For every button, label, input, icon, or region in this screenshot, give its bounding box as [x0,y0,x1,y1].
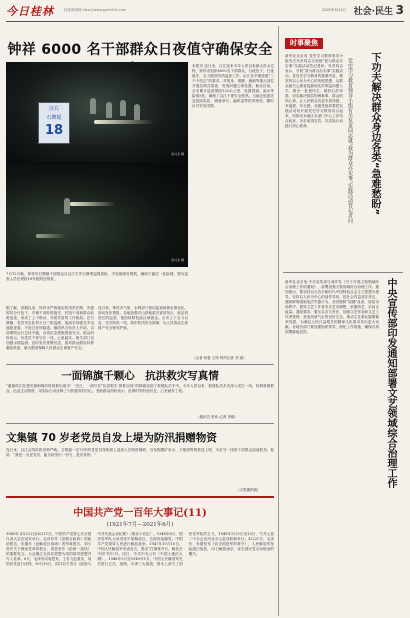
history-subtitle: (1921年7月—2021年6月) [106,522,174,528]
lead-byline: （记者 杨春 王铎 特约记者 刘 斌） [192,356,247,360]
section-name: 社会·民生 [353,7,393,17]
patrol-person [134,104,140,120]
sidebar-divider [283,272,403,273]
history-divider [6,496,274,498]
lead-body-c: 连日来，钟祥市气象、水利部门密切监视雨情水情变化，滚动发布预报。各地加强对山洪地质灾害易发区、低洼易涝区的巡查，提前转移危险区域群众。全市上下全力以赴，坚守防汛一线，筑牢防汛安全屏障，为人民群众生命财产安全保驾护航。 [98,306,188,330]
section-tag: 时事聚焦 [285,38,323,49]
sign-line-2: 石牌堤 [46,115,62,121]
newspaper-logo: 今日桂林 [6,5,54,18]
section-divider [6,364,274,365]
flashlight-beam [70,202,116,206]
flashlight-beam [36,234,66,238]
masthead [6,3,404,20]
flashlight-beam [94,120,154,124]
lead-photo[interactable] [6,62,188,267]
site-url[interactable]: 桂林新闻网 http://www.guilinlife.com [64,8,127,12]
story1-body: 新华社北京电 党史学习教育领导小组有关负责同志日前就“我为群众办实事”实践活动答记者问。负责同志表示，开展“我为群众办实事”实践活动，是党史学习教育的重要内容，要坚持以人民为中心的发展思想，从群众最关心最直接最现实的利益问题入手，推出一批惠民生、暖民心的举措，切实解决基层的困难事、群众的烦心事，让人民群众有更多获得感、幸福感、安全感。各级党组织要把实践活动同开展党史学习教育结合起来，同推动本地区本部门中心工作结合起来，务求取得实效，以实际行动践行初心使命。 [285,54,343,128]
levee-marker-sign [38,102,70,144]
photo-credit: 余兴龙 摄 [171,152,184,156]
story2-title[interactable]: 中央宣传部印发通知部署文艺领域综合治理工作 [385,278,396,488]
masthead-divider [6,21,404,22]
issue-date: 2021年5月4日 [322,8,346,12]
photo-night-levee-sign [6,62,188,162]
article3-headline[interactable]: 文集镇 70 岁老党员自发上堤为防汛捐赠物资 [6,432,217,444]
main-column [6,26,274,616]
article3-body: 连日来，汉江沿线防汛形势严峻。文集镇一位70岁的老党员得知堤上巡查人员物资紧缺，自发购置矿泉水、方便面等物资送上堤，为坚守一线的干部群众加油鼓劲。他说：“我是一名老党员，能为防汛出一份力，是应该的。” [6,448,274,457]
article3-byline: （文集镇供稿） [236,488,261,492]
photo-night-patrol [6,164,188,267]
patrol-person [120,100,126,116]
sidebar [278,26,404,616]
page-number: 3 [395,3,404,17]
story1-subtitle: 党史学习教育领导小组有关负责同志就“我为群众办实事”实践活动答记者问 [347,58,353,224]
story1-title[interactable]: 下功夫解决群众身边各类“急难愁盼” [369,52,380,216]
story2-body: 新华社北京电 中央宣传部日前印发《关于开展文娱领域综合治理工作的通知》，部署加强文娱领域综合治理工作。通知指出，要坚持以习近平新时代中国特色社会主义思想为指导，坚持以人民为中心的创作导向，把社会效益放在首位，旗帜鲜明抵制违法失德行为，坚决遏制“饭圈”乱象，规范市场秩序，倡导文艺工作者坚守艺术理想，崇德尚艺，弘扬正能量。通知要求，要压实各方责任，加强文艺作品和文艺工作者管理，营造风清气正的良好生态，推动文艺事业健康繁荣发展，为满足人民日益增长的精神文化需求作出更大贡献。各地各部门要加强组织领导，细化工作措施，确保各项部署落地见效。 [285,280,379,334]
sign-line-1: 汉右 [48,106,59,112]
photo-credit: 余兴龙 摄 [171,258,184,262]
article2-body: “谢谢你们在我们最困难的时候伸出援手！”近日，一面写有“抗洪救灾 情系百姓”的锦旗送到了救援队员手中。今年入汛以来，救援队员多次深入受灾一线，转移被困群众，运送生活物资，用实际行动诠释了为民服务的初心。受助群众纷纷表示，危难时刻有他们在，心里就有了底。 [6,384,274,393]
patrol-person [90,98,96,114]
section-divider [6,423,274,424]
lead-body-a: 本报讯 连日来，汉江迎来今年入汛以来最大洪水过程，钟祥市组织6000名干部群众，分段包干，日夜值守，全力做好防汛巡查工作。沿江各乡镇按照“三个不放过”的要求，对堤身、堤脚、涵闸等重点部位开展拉网式排查，发现问题立即处置。截至目前，全市累计巡查堤段120余公里，处置管涌、渗水等险情9处，确保了汉江干堤安全度汛。当地还组建应急抢险队伍，储备砂石、编织袋等防汛物资，随时应对突发汛情。 [192,64,274,108]
patrol-person [106,102,112,118]
photo-caption: 7月12日晚，钟祥市石牌镇干部群众在汉江右岸石牌堤巡堤查险，手电筒照亮堤坡，确保不漏过一处险情。图为巡查人员在堤段18号桩附近排查。 [6,272,188,281]
sign-number: 18 [44,123,64,138]
article2-byline: （通讯员 张伟 记者 李娜） [196,415,238,419]
lead-headline[interactable]: 钟祥 6000 名干部群众日夜值守确保安全 [7,42,273,58]
lead-body-b: 据了解，汛期以来，钟祥市严格落实防汛责任制，市级领导分片包干，乡镇干部驻堤值守，村组干部和群众轮班巡查，形成了上下联动、齐抓共管的工作格局。在石牌镇，党员突击队每天分三班巡堤，夜间手持强光手电逐段查看，不放过任何隐患。镇防汛办负责人介绍，目前堤防运行总体平稳，各项应急措施准备充分。群众纷纷表示，有党员干部守在一线，心里踏实。相关部门还加强水情监测，及时发布预警信息，指导群众做好转移避险准备，最大限度保障人民群众生命财产安全。 [6,306,94,350]
article2-headline[interactable]: 一面锦旗千颗心 抗洪救灾写真情 [61,370,219,382]
history-headline[interactable]: 中国共产党一百年大事记(11) [73,508,207,519]
patrol-person [64,198,70,214]
history-body: 1945年 4月23日至6月11日，中国共产党第七次全国代表大会在延安举行。毛泽东作《论联合政府》的政治报告，朱德作《论解放区战场》的军事报告，刘少奇作关于修改党章的报告，周恩来作《论统一战线》的重要发言。大会确立毛泽东思想为党的指导思想并写入党章。8月，毛泽东同周恩来、王若飞赴重庆，同国民党进行谈判。10月10日，国共双方签订《政府与中共代表会谈纪要》（即双十协定）。1946年6月，国民党军队大举进攻中原解放区，全面内战爆发。中国共产党领导人民进行解放战争。1947年10月10日，中国人民解放军发表宣言，提出“打倒蒋介石，解放全中国”的口号。同日，中共中央公布《中国土地法大纲》。1948年9月至1949年1月，中国人民解放军先后进行辽沈、淮海、平津三大战役，基本上消灭了国民党军队的主力。1949年3月5日至13日，中共七届二中全会在河北平山县西柏坡举行。4月21日，毛泽东、朱德发布《向全国进军的命令》，人民解放军发起渡江战役，23日解放南京，宣告国民党反动统治的覆灭。 [6,532,274,566]
